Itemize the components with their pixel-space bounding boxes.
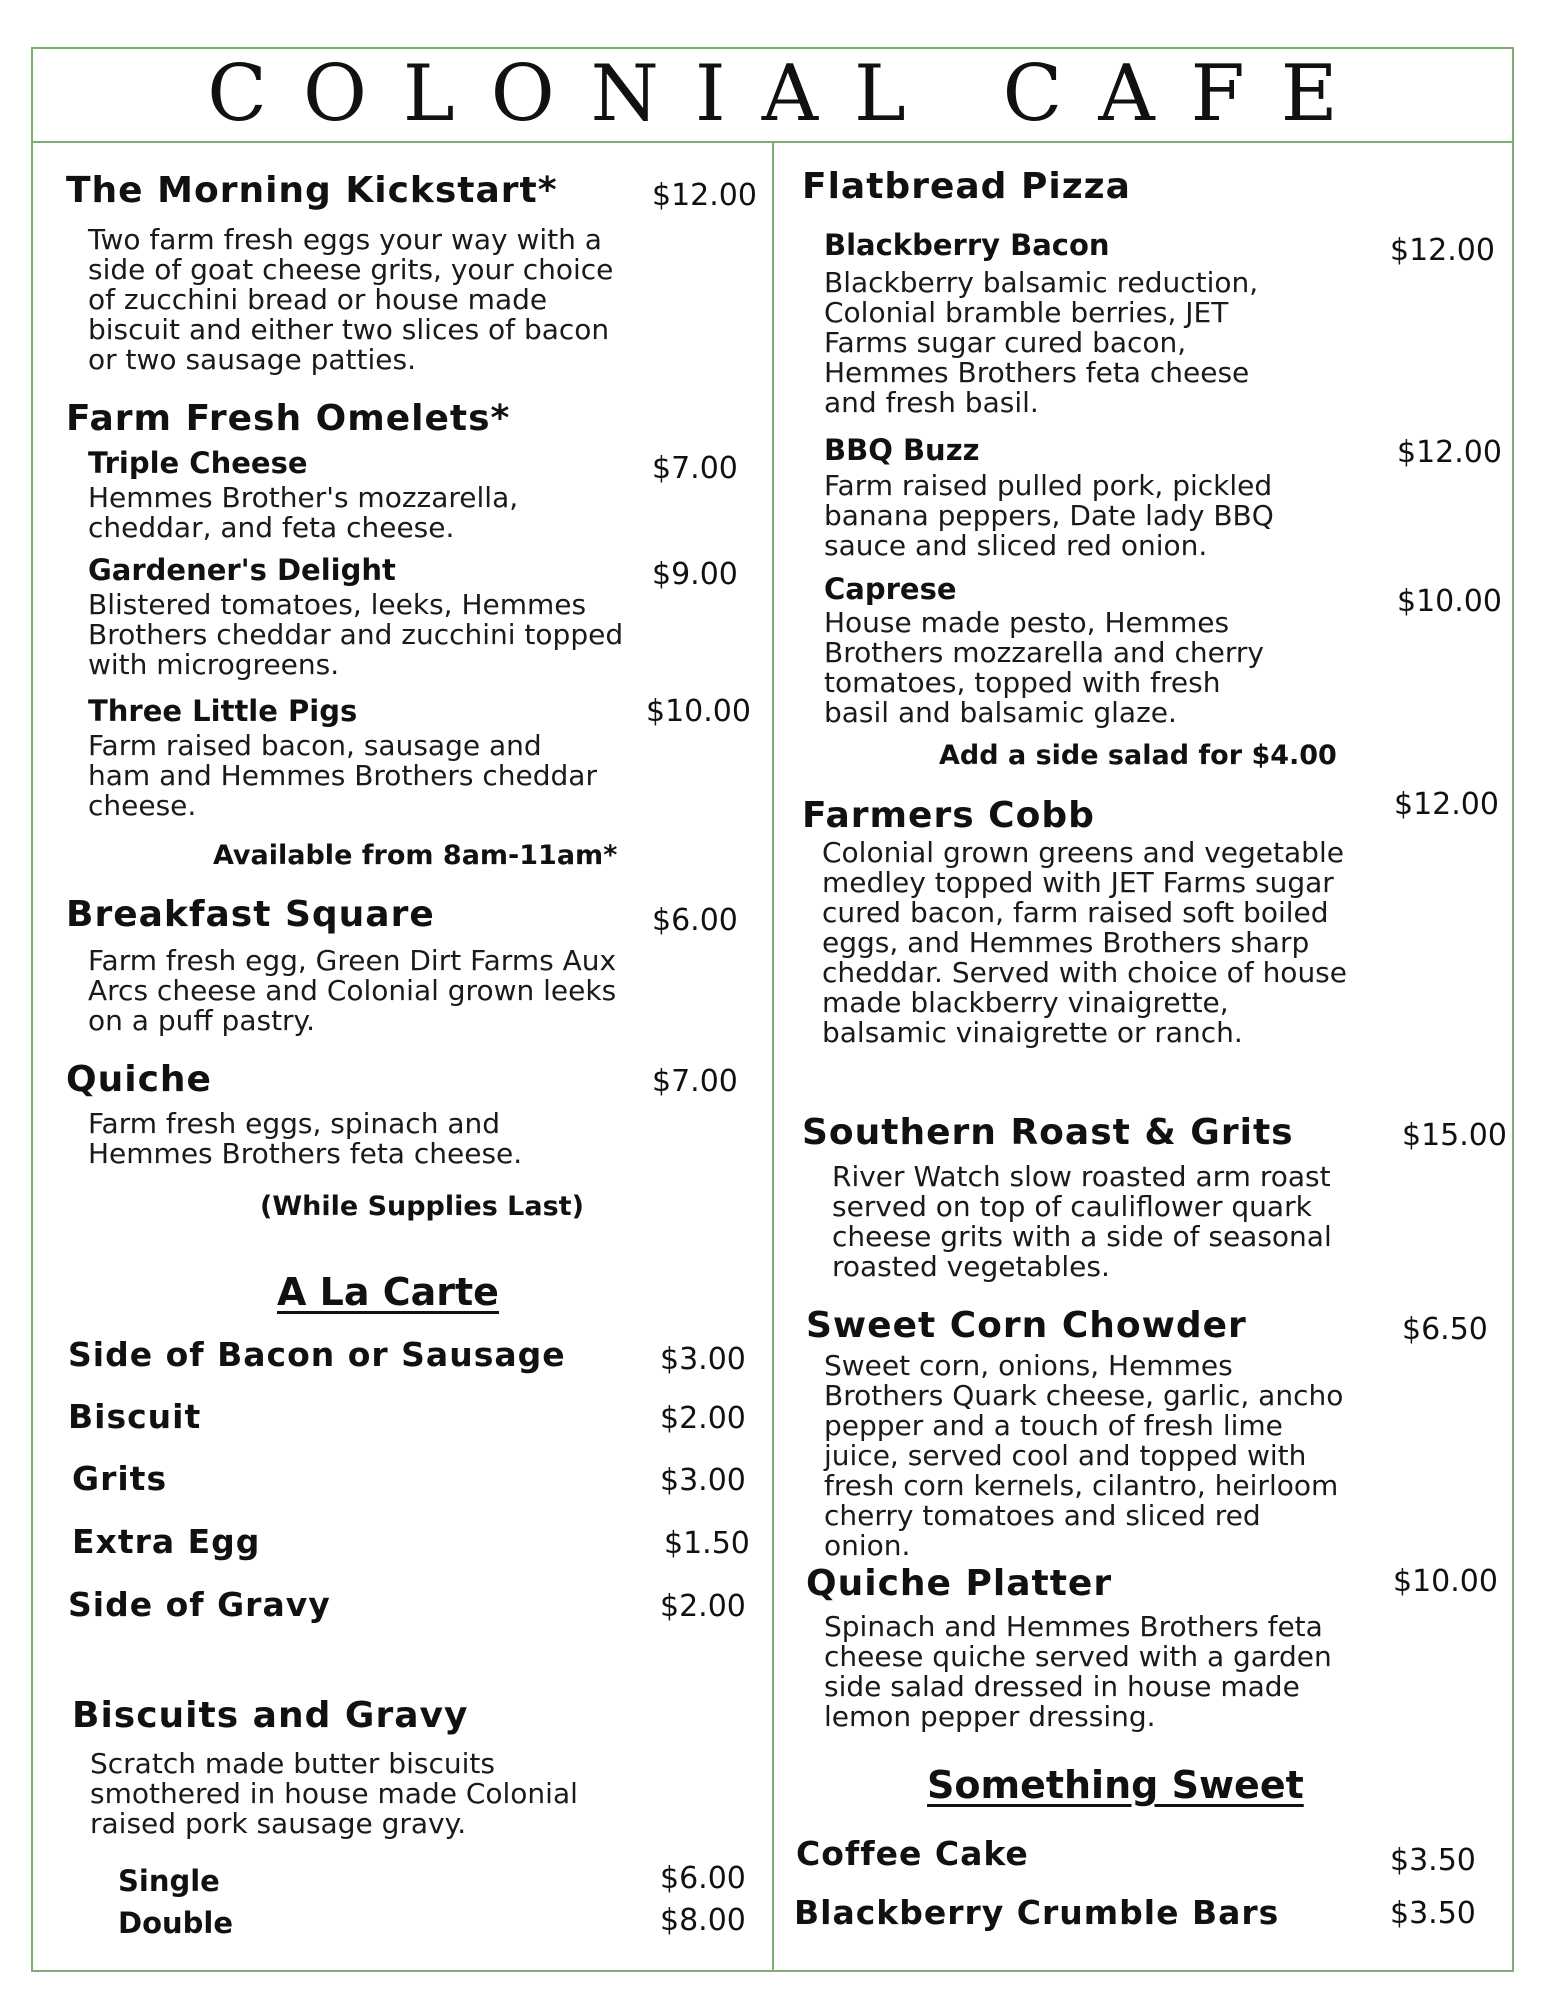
- item-desc-morning-kickstart: Two farm fresh eggs your way with a side of goat cheese grits, your choice of zucchini bread or house made biscuit and either two slices of bacon or two sausage patties.: [88, 223, 614, 376]
- size-name-double: Double: [118, 1906, 234, 1940]
- item-price-quiche-platter: $10.00: [1393, 1564, 1498, 1599]
- item-desc-caprese: House made pesto, Hemmes Brothers mozzarella and cherry tomatoes, topped with fresh basil and balsamic glaze.: [824, 606, 1264, 729]
- item-name-southern-roast: Southern Roast & Grits: [802, 1112, 1294, 1153]
- size-price-double: $8.00: [660, 1903, 746, 1938]
- title-bar: [31, 47, 1514, 143]
- section-title-flatbread: Flatbread Pizza: [802, 166, 1131, 207]
- sweet-item-price: $3.50: [1390, 1843, 1476, 1878]
- omelets-availability-note: Available from 8am-11am*: [213, 840, 618, 871]
- item-name-biscuits-and-gravy: Biscuits and Gravy: [72, 1695, 469, 1736]
- item-desc-quiche-platter: Spinach and Hemmes Brothers feta cheese quiche served with a garden side salad dressed in house made lemon pepper dressing.: [824, 1610, 1332, 1733]
- section-title-a-la-carte: A La Carte: [277, 1270, 499, 1314]
- quiche-supply-note: (While Supplies Last): [260, 1191, 584, 1222]
- sweet-item-name: Coffee Cake: [796, 1834, 1029, 1873]
- item-price-triple-cheese: $7.00: [652, 451, 738, 486]
- item-name-caprese: Caprese: [824, 572, 957, 606]
- item-desc-farmers-cobb: Colonial grown greens and vegetable medley topped with JET Farms sugar cured bacon, farm raised soft boiled eggs, and Hemmes Brothers sharp cheddar. Served with choice of house made blackberry vinaigrette, balsamic vinaigrette or ranch.: [822, 836, 1347, 1049]
- item-price-blackberry-bacon: $12.00: [1390, 233, 1495, 268]
- item-price-sweet-corn-chowder: $6.50: [1402, 1312, 1488, 1347]
- item-price-three-little-pigs: $10.00: [646, 694, 751, 729]
- item-price-morning-kickstart: $12.00: [652, 178, 757, 213]
- item-name-bbq-buzz: BBQ Buzz: [824, 433, 980, 467]
- item-name-three-little-pigs: Three Little Pigs: [88, 694, 358, 728]
- ala-carte-item-price: $2.00: [660, 1589, 746, 1624]
- item-price-bbq-buzz: $12.00: [1397, 435, 1502, 470]
- item-desc-bbq-buzz: Farm raised pulled pork, pickled banana peppers, Date lady BBQ sauce and sliced red onion.: [824, 469, 1274, 562]
- ala-carte-item-name: Biscuit: [68, 1397, 202, 1436]
- item-name-blackberry-bacon: Blackberry Bacon: [824, 228, 1110, 262]
- item-price-farmers-cobb: $12.00: [1394, 787, 1499, 822]
- item-desc-blackberry-bacon: Blackberry balsamic reduction, Colonial bramble berries, JET Farms sugar cured bacon, Hemmes Brothers feta cheese and fresh basil.: [824, 266, 1259, 419]
- ala-carte-item-name: Extra Egg: [72, 1522, 261, 1561]
- ala-carte-item-price: $3.00: [660, 1342, 746, 1377]
- item-name-sweet-corn-chowder: Sweet Corn Chowder: [806, 1305, 1247, 1346]
- side-salad-note: Add a side salad for $4.00: [939, 740, 1337, 771]
- ala-carte-item-name: Grits: [72, 1459, 168, 1498]
- page-title: COLONIAL CAFE: [207, 49, 1374, 139]
- column-divider: [772, 143, 774, 1972]
- ala-carte-item-name: Side of Gravy: [68, 1585, 331, 1624]
- item-desc-three-little-pigs: Farm raised bacon, sausage and ham and Hemmes Brothers cheddar cheese.: [88, 729, 597, 822]
- item-desc-triple-cheese: Hemmes Brother's mozzarella, cheddar, and feta cheese.: [88, 481, 519, 544]
- item-price-southern-roast: $15.00: [1402, 1118, 1507, 1153]
- ala-carte-item-name: Side of Bacon or Sausage: [68, 1335, 566, 1374]
- section-title-something-sweet: Something Sweet: [927, 1763, 1304, 1807]
- size-name-single: Single: [118, 1864, 220, 1898]
- item-name-quiche: Quiche: [66, 1059, 212, 1100]
- section-title-omelets: Farm Fresh Omelets*: [66, 398, 511, 439]
- item-name-triple-cheese: Triple Cheese: [88, 446, 308, 480]
- item-desc-southern-roast: River Watch slow roasted arm roast served on top of cauliflower quark cheese grits with a side of seasonal roasted vegetables.: [832, 1160, 1332, 1283]
- item-name-farmers-cobb: Farmers Cobb: [802, 795, 1095, 836]
- sweet-item-price: $3.50: [1390, 1896, 1476, 1931]
- item-name-breakfast-square: Breakfast Square: [66, 894, 435, 935]
- ala-carte-item-price: $2.00: [660, 1401, 746, 1436]
- ala-carte-item-price: $1.50: [664, 1526, 750, 1561]
- item-desc-sweet-corn-chowder: Sweet corn, onions, Hemmes Brothers Quark cheese, garlic, ancho pepper and a touch of fresh lime juice, served cool and topped with fresh corn kernels, cilantro, heirloom cherry tomatoes and sliced red onion.: [824, 1349, 1344, 1562]
- item-name-morning-kickstart: The Morning Kickstart*: [66, 170, 558, 211]
- ala-carte-item-price: $3.00: [660, 1463, 746, 1498]
- item-name-quiche-platter: Quiche Platter: [806, 1563, 1113, 1604]
- item-name-gardeners-delight: Gardener's Delight: [88, 553, 396, 587]
- item-price-breakfast-square: $6.00: [652, 903, 738, 938]
- item-price-gardeners-delight: $9.00: [652, 557, 738, 592]
- sweet-item-name: Blackberry Crumble Bars: [794, 1893, 1280, 1932]
- item-desc-quiche: Farm fresh eggs, spinach and Hemmes Brothers feta cheese.: [88, 1107, 523, 1170]
- size-price-single: $6.00: [660, 1861, 746, 1896]
- item-price-quiche: $7.00: [652, 1064, 738, 1099]
- item-price-caprese: $10.00: [1397, 584, 1502, 619]
- item-desc-breakfast-square: Farm fresh egg, Green Dirt Farms Aux Arcs cheese and Colonial grown leeks on a puff pastry.: [88, 944, 617, 1037]
- item-desc-gardeners-delight: Blistered tomatoes, leeks, Hemmes Brothers cheddar and zucchini topped with microgreens.: [88, 588, 624, 681]
- item-desc-biscuits-and-gravy: Scratch made butter biscuits smothered in house made Colonial raised pork sausage gravy.: [90, 1747, 578, 1840]
